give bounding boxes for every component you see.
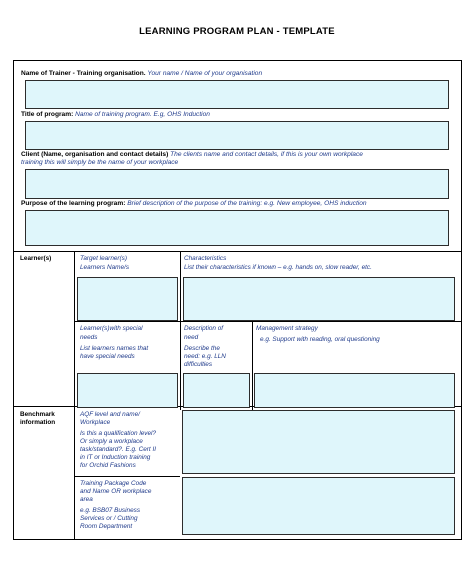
- aqf-hint-2: Or simply a workplace: [80, 438, 143, 445]
- row-divider: [74, 476, 180, 477]
- client-hint-row2: [21, 159, 178, 167]
- target-learners-hint: Learners Name/s: [80, 264, 130, 271]
- package-title-3: area: [80, 496, 93, 503]
- program-hint: Name of training program. E.g, OHS Induction: [75, 111, 210, 118]
- package-hint-3: Room Department: [80, 523, 133, 530]
- row-divider: [74, 321, 462, 322]
- aqf-input[interactable]: [182, 410, 455, 474]
- program-label-row: [21, 111, 210, 119]
- special-needs-input[interactable]: [77, 373, 178, 408]
- management-strategy-hint: e.g. Support with reading, oral questioning: [260, 336, 380, 343]
- client-hint-2: training this will simply be the name of your workplace: [21, 159, 179, 166]
- aqf-hint-3: task/standard?. E.g. Cert II: [80, 446, 157, 453]
- management-strategy-title: Management strategy: [256, 325, 318, 332]
- characteristics-input[interactable]: [183, 277, 455, 321]
- aqf-title-1: AQF level and name/: [80, 411, 140, 418]
- special-needs-title-1: Learner(s)with special: [80, 325, 143, 332]
- need-description-hint-3: difficulties: [184, 361, 213, 368]
- column-divider: [180, 251, 181, 410]
- aqf-title-2: Workplace: [80, 419, 111, 426]
- trainer-hint: Your name / Name of your organisation: [147, 70, 263, 77]
- benchmark-label-2: information: [20, 419, 56, 426]
- management-strategy-input[interactable]: [254, 373, 455, 408]
- page-title: LEARNING PROGRAM PLAN - TEMPLATE: [139, 26, 335, 37]
- need-description-title-1: Description of: [184, 325, 224, 332]
- client-input[interactable]: [25, 169, 449, 199]
- characteristics-hint: List their characteristics if known – e.g. hands on, slow reader, etc.: [184, 264, 372, 271]
- trainer-label: Name of Trainer - Training organisation.: [21, 70, 146, 77]
- package-title-1: Training Package Code: [80, 480, 147, 487]
- section-divider: [13, 251, 462, 252]
- purpose-label-row: [21, 200, 367, 208]
- package-title-2: and Name OR workplace: [80, 488, 152, 495]
- trainer-input[interactable]: [25, 80, 449, 109]
- special-needs-hint-1: List learners names that: [80, 345, 149, 352]
- special-needs-title-2: needs: [80, 334, 98, 341]
- need-description-input[interactable]: [183, 373, 250, 408]
- program-label: Title of program:: [21, 111, 74, 118]
- purpose-hint: Brief description of the purpose of the training: e.g. New employee, OHS induction: [127, 200, 367, 207]
- aqf-hint-1: Is this a qualification level?: [80, 430, 157, 437]
- column-divider: [74, 251, 75, 540]
- client-hint: The clients name and contact details, if this is your own workplace: [170, 151, 363, 158]
- need-description-hint-1: Describe the: [184, 345, 220, 352]
- package-input[interactable]: [182, 477, 455, 535]
- aqf-hint-4: in IT or Induction training: [80, 454, 151, 461]
- need-description-hint-2: need: e.g. LLN: [184, 353, 226, 360]
- characteristics-title: Characteristics: [184, 255, 227, 262]
- column-divider: [252, 321, 253, 410]
- trainer-label-row: [21, 70, 262, 78]
- target-learners-title: Target learner(s): [80, 255, 128, 262]
- purpose-input[interactable]: [25, 210, 449, 246]
- need-description-title-2: need: [184, 334, 199, 341]
- special-needs-hint-2: have special needs: [80, 353, 135, 360]
- benchmark-label-1: Benchmark: [20, 411, 55, 418]
- client-label-row: [21, 151, 363, 159]
- package-hint-2: Services or / Cutting: [80, 515, 138, 522]
- program-input[interactable]: [25, 121, 449, 150]
- target-learners-input[interactable]: [77, 277, 178, 321]
- package-hint-1: e.g. BSB07 Business: [80, 507, 141, 514]
- learners-label: Learner(s): [20, 255, 52, 262]
- purpose-label: Purpose of the learning program:: [21, 200, 126, 207]
- client-label: Client (Name, organisation and contact details): [21, 151, 169, 158]
- aqf-hint-5: for Orchid Fashions: [80, 462, 136, 469]
